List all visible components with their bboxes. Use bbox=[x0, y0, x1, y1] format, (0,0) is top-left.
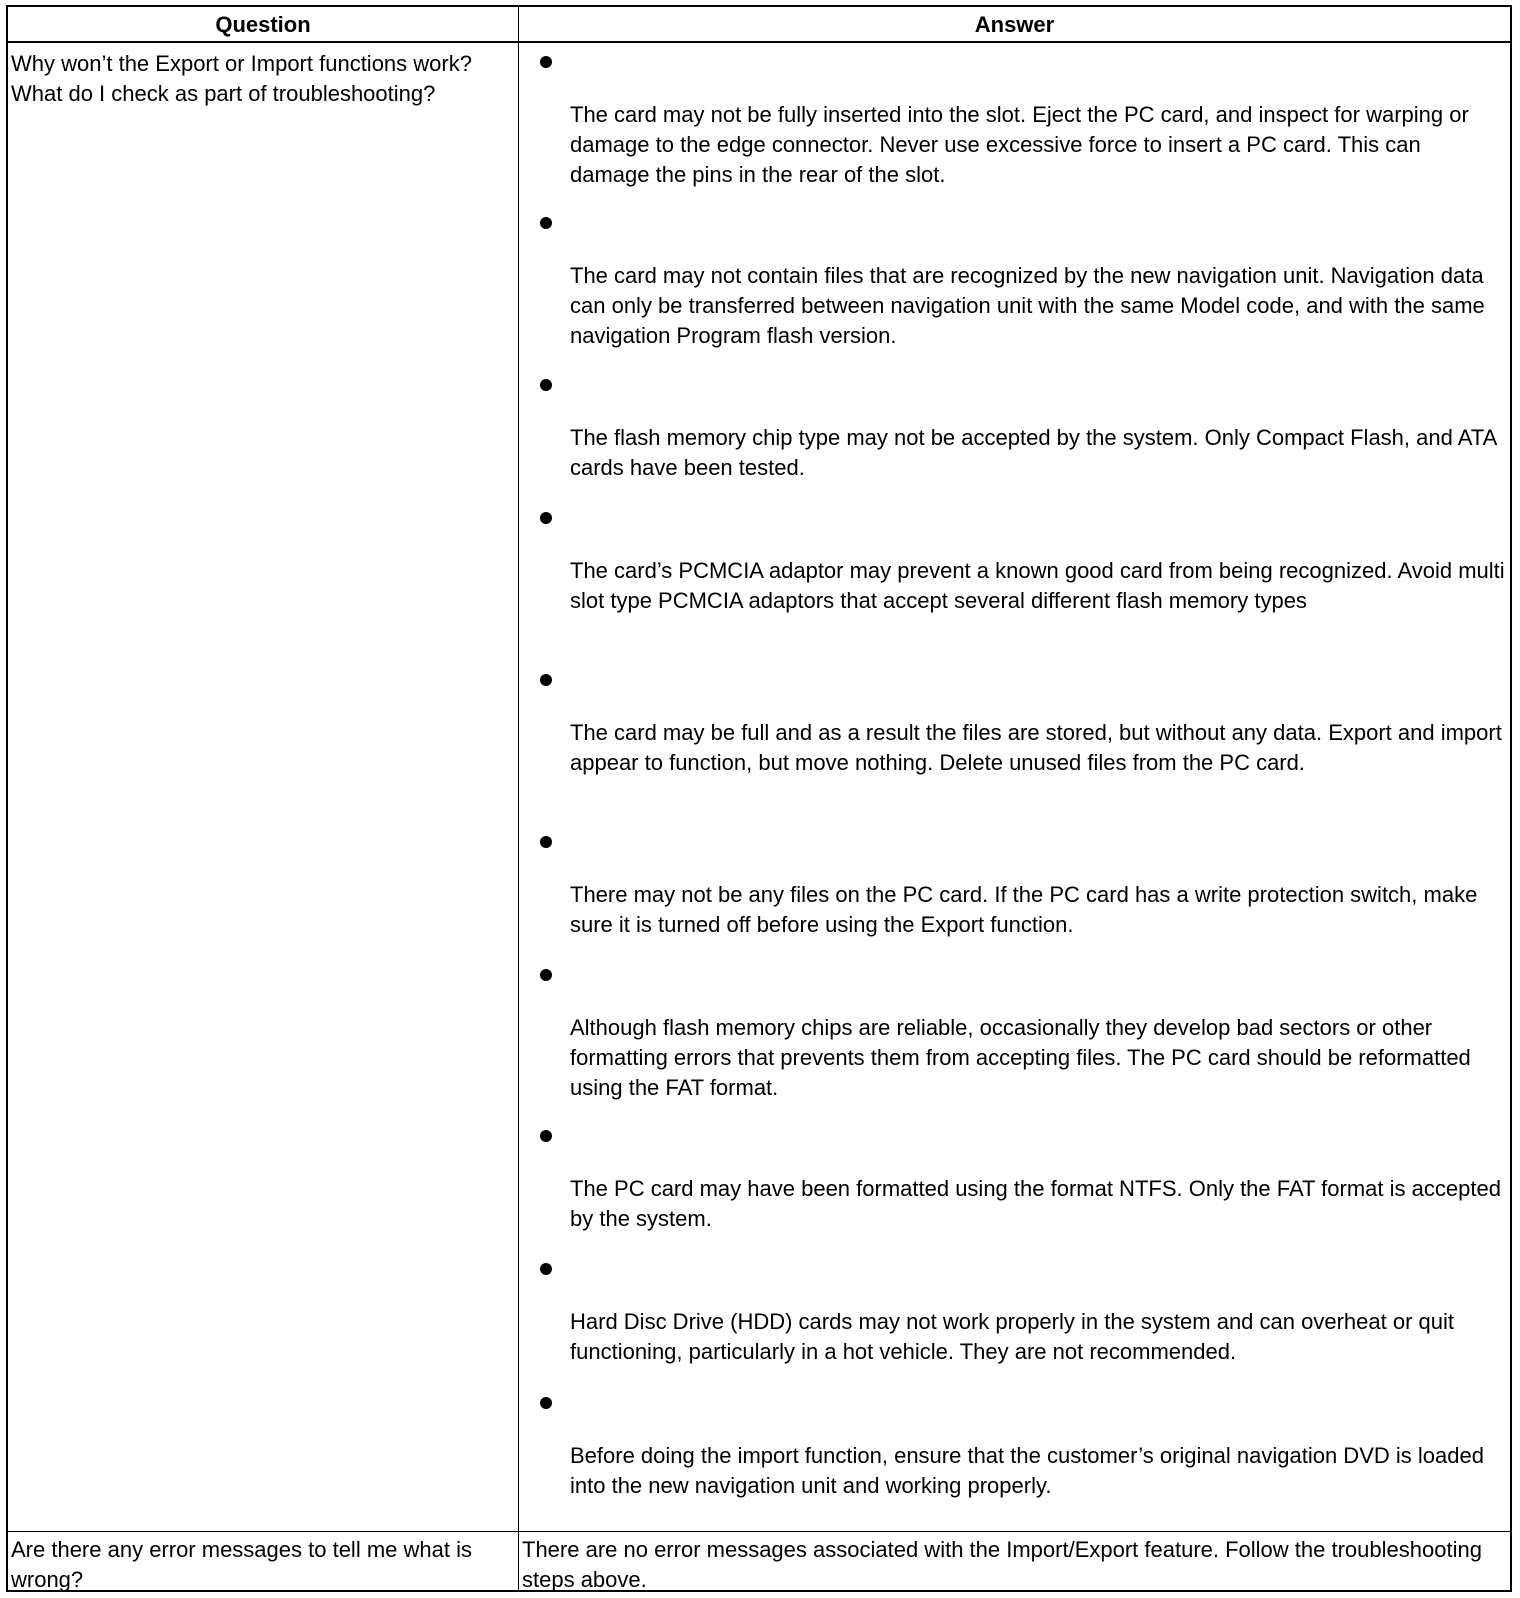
answer-1-item-text: There may not be any files on the PC card. If the PC card has a write protection switch, make sure it is turned off before using the Export function. bbox=[570, 882, 1478, 937]
header-answer: Answer bbox=[974, 12, 1055, 37]
bullet-icon bbox=[540, 674, 552, 686]
header-divider bbox=[8, 41, 1510, 43]
answer-2: There are no error messages associated with the Import/Export feature. Follow the troubleshooting steps above. bbox=[522, 1537, 1482, 1592]
answer-1-item-text: The card may be full and as a result the files are stored, but without any data. Export and import appear to function, but move nothing. Delete unused files from the PC card. bbox=[570, 720, 1502, 775]
bullet-icon bbox=[540, 512, 552, 524]
bullet-icon bbox=[540, 969, 552, 981]
bullet-icon bbox=[540, 836, 552, 848]
bullet-icon bbox=[540, 1263, 552, 1275]
header-question: Question bbox=[215, 12, 311, 37]
bullet-icon bbox=[540, 1130, 552, 1142]
bullet-icon bbox=[540, 56, 552, 68]
answer-1-item-text: The flash memory chip type may not be accepted by the system. Only Compact Flash, and ATA cards have been tested. bbox=[570, 425, 1497, 480]
answer-1-item-text: The PC card may have been formatted using the format NTFS. Only the FAT format is accepted by the system. bbox=[570, 1176, 1501, 1231]
answer-1-item-text: Hard Disc Drive (HDD) cards may not work properly in the system and can overheat or quit functioning, particularly in a hot vehicle. They are not recommended. bbox=[570, 1309, 1454, 1364]
answer-1-item-text: Although flash memory chips are reliable, occasionally they develop bad sectors or other formatting errors that prevents them from accepting files. The PC card should be reformatted using the FAT format. bbox=[570, 1015, 1471, 1100]
answer-1-item-text: The card’s PCMCIA adaptor may prevent a known good card from being recognized. Avoid multi slot type PCMCIA adaptors that accept several different flash memory types bbox=[570, 558, 1505, 613]
question-2: Are there any error messages to tell me what is wrong? bbox=[11, 1537, 472, 1592]
answer-1-item-text: The card may not contain files that are recognized by the new navigation unit. Navigation data can only be transferred between navigation unit with the same Model code, and with the same navigation Program flash version. bbox=[570, 263, 1485, 348]
row-divider bbox=[8, 1531, 1510, 1532]
bullet-icon bbox=[540, 379, 552, 391]
faq-table bbox=[6, 5, 1512, 1592]
answer-1-item-text: The card may not be fully inserted into the slot. Eject the PC card, and inspect for warping or damage to the edge connector. Never use excessive force to insert a PC card. This can damage the pins in the rear of the slot. bbox=[570, 102, 1469, 187]
bullet-icon bbox=[540, 217, 552, 229]
question-1: Why won’t the Export or Import functions work? What do I check as part of troubleshooting? bbox=[11, 51, 472, 106]
column-divider bbox=[518, 7, 519, 1590]
answer-1-item-text: Before doing the import function, ensure that the customer’s original navigation DVD is loaded into the new navigation unit and working properly. bbox=[570, 1443, 1484, 1498]
bullet-icon bbox=[540, 1397, 552, 1409]
